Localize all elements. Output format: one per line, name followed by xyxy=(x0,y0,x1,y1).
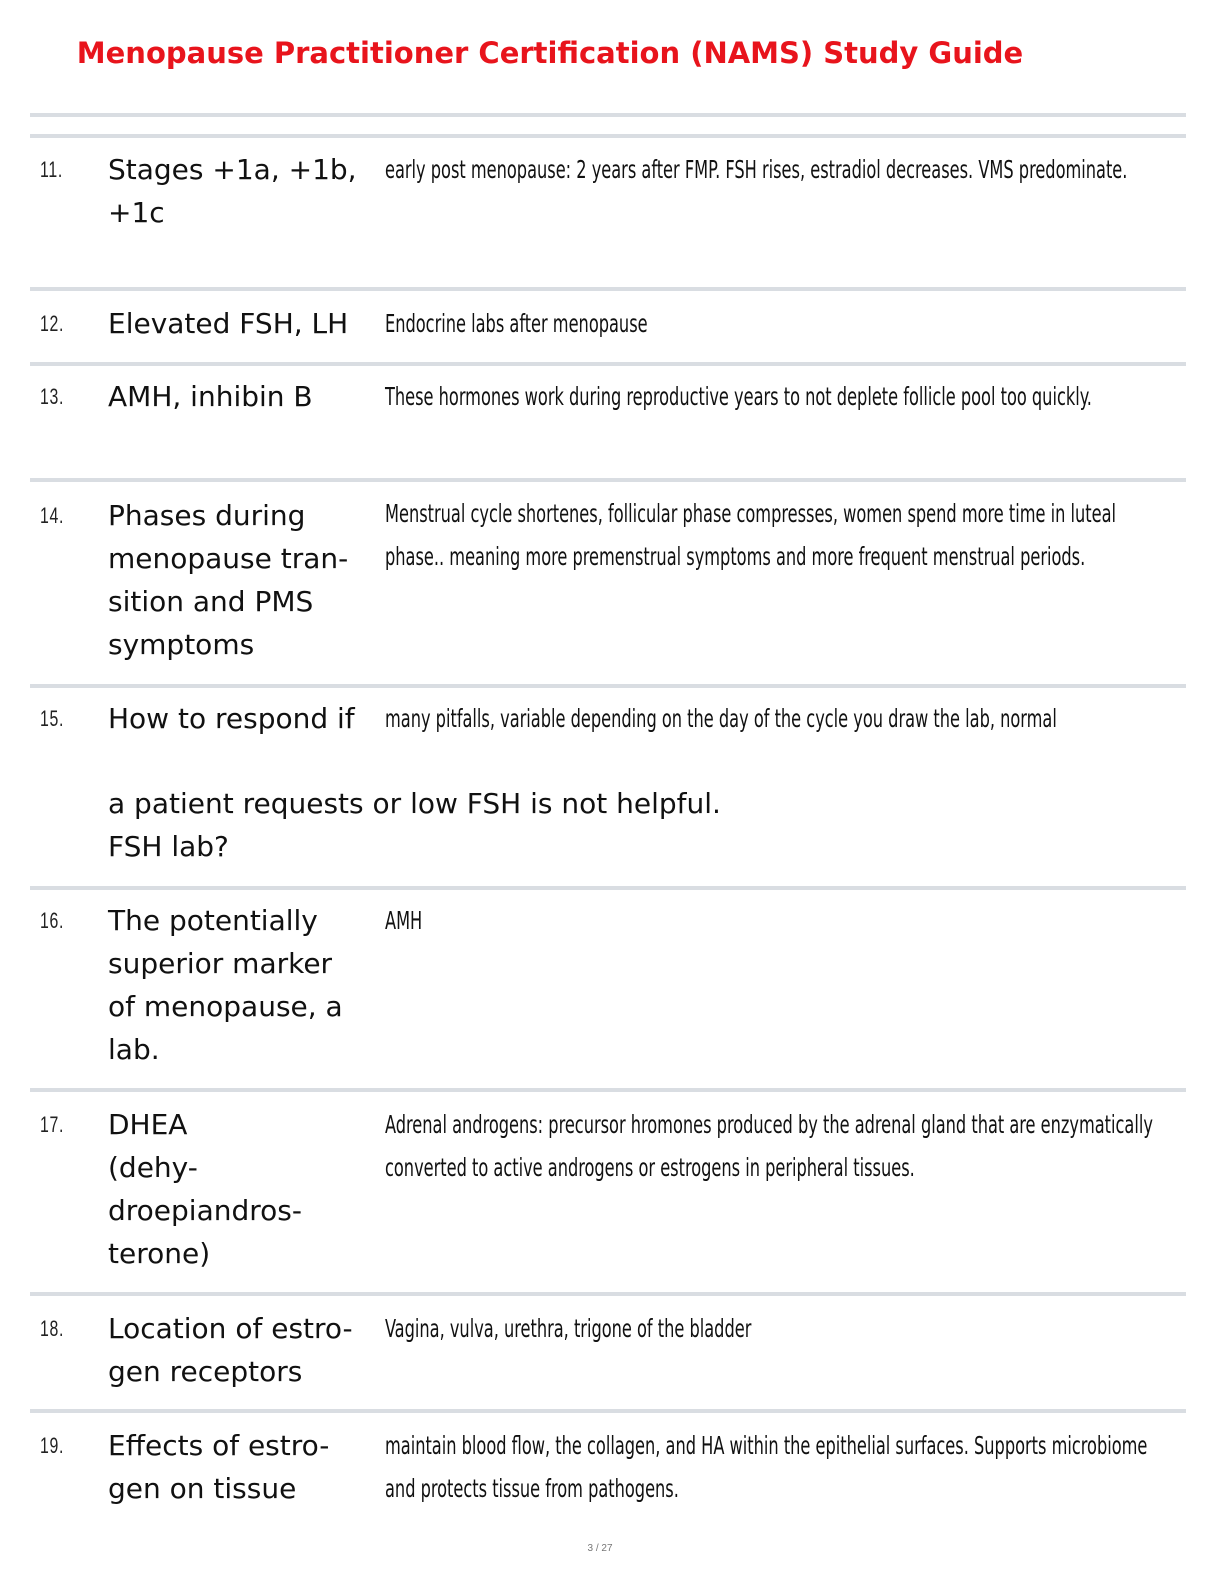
card-definition: Menstrual cycle shortenes, follicular phase compresses, women spend more time in luteal phase.. meaning more premenstrual symptoms and more frequent menstrual periods. xyxy=(385,499,1117,571)
header-divider xyxy=(30,134,1186,138)
card-term: The potentially superior marker of menopause, a lab. xyxy=(108,904,343,1066)
row-divider xyxy=(30,684,1186,688)
row-divider xyxy=(30,1409,1186,1413)
card-number: 11. xyxy=(40,157,64,182)
card-term: Location of estro- gen receptors xyxy=(108,1312,353,1388)
card-definition: AMH xyxy=(385,906,423,935)
card-term: DHEA (dehy- droepiandros- terone) xyxy=(108,1108,302,1270)
page-number: 3 / 27 xyxy=(587,1543,613,1554)
card-number: 13. xyxy=(40,384,65,409)
card-number: 14. xyxy=(40,503,65,528)
card-term: Stages +1a, +1b, +1c xyxy=(108,153,357,229)
card-definition: Vagina, vulva, urethra, trigone of the bladder xyxy=(385,1314,752,1343)
card-definition: many pitfalls, variable depending on the day of the cycle you draw the lab, normal xyxy=(385,704,1057,733)
page-title: Menopause Practitioner Certification (NAMS) Study Guide xyxy=(76,36,1024,70)
card-definition: Adrenal androgens: precursor hromones produced by the adrenal gland that are enzymatically converted to active androgens or estrogens in peripheral tissues. xyxy=(385,1110,1153,1182)
header-divider xyxy=(30,113,1186,117)
card-term: Effects of estro- gen on tissue xyxy=(108,1429,330,1505)
card-definition: early post menopause: 2 years after FMP. FSH rises, estradiol decreases. VMS predominate. xyxy=(385,155,1128,184)
card-term: Phases during menopause tran- sition and PMS symptoms xyxy=(108,499,349,661)
row-divider xyxy=(30,886,1186,890)
row-divider xyxy=(30,362,1186,366)
row-divider xyxy=(30,1292,1186,1296)
card-number: 19. xyxy=(40,1433,65,1458)
card-number: 16. xyxy=(40,908,65,933)
card-definition: maintain blood flow, the collagen, and HA within the epithelial surfaces. Supports microbiome and protects tissue from pathogens. xyxy=(385,1431,1148,1503)
card-term: Elevated FSH, LH xyxy=(108,307,349,340)
row-divider xyxy=(30,287,1186,291)
row-divider xyxy=(30,1088,1186,1092)
card-number: 18. xyxy=(40,1316,65,1341)
card-definition: These hormones work during reproductive years to not deplete follicle pool too quickly. xyxy=(385,382,1092,411)
card-definition: Endocrine labs after menopause xyxy=(385,309,648,338)
card-number: 17. xyxy=(40,1112,65,1137)
card-term: AMH, inhibin B xyxy=(108,380,313,413)
card-number: 12. xyxy=(40,311,65,336)
row-divider xyxy=(30,478,1186,482)
card-definition-overflow: a patient requests or low FSH is not helpful. FSH lab? xyxy=(108,787,721,863)
card-number: 15. xyxy=(40,706,65,731)
card-term: How to respond if xyxy=(108,702,355,735)
